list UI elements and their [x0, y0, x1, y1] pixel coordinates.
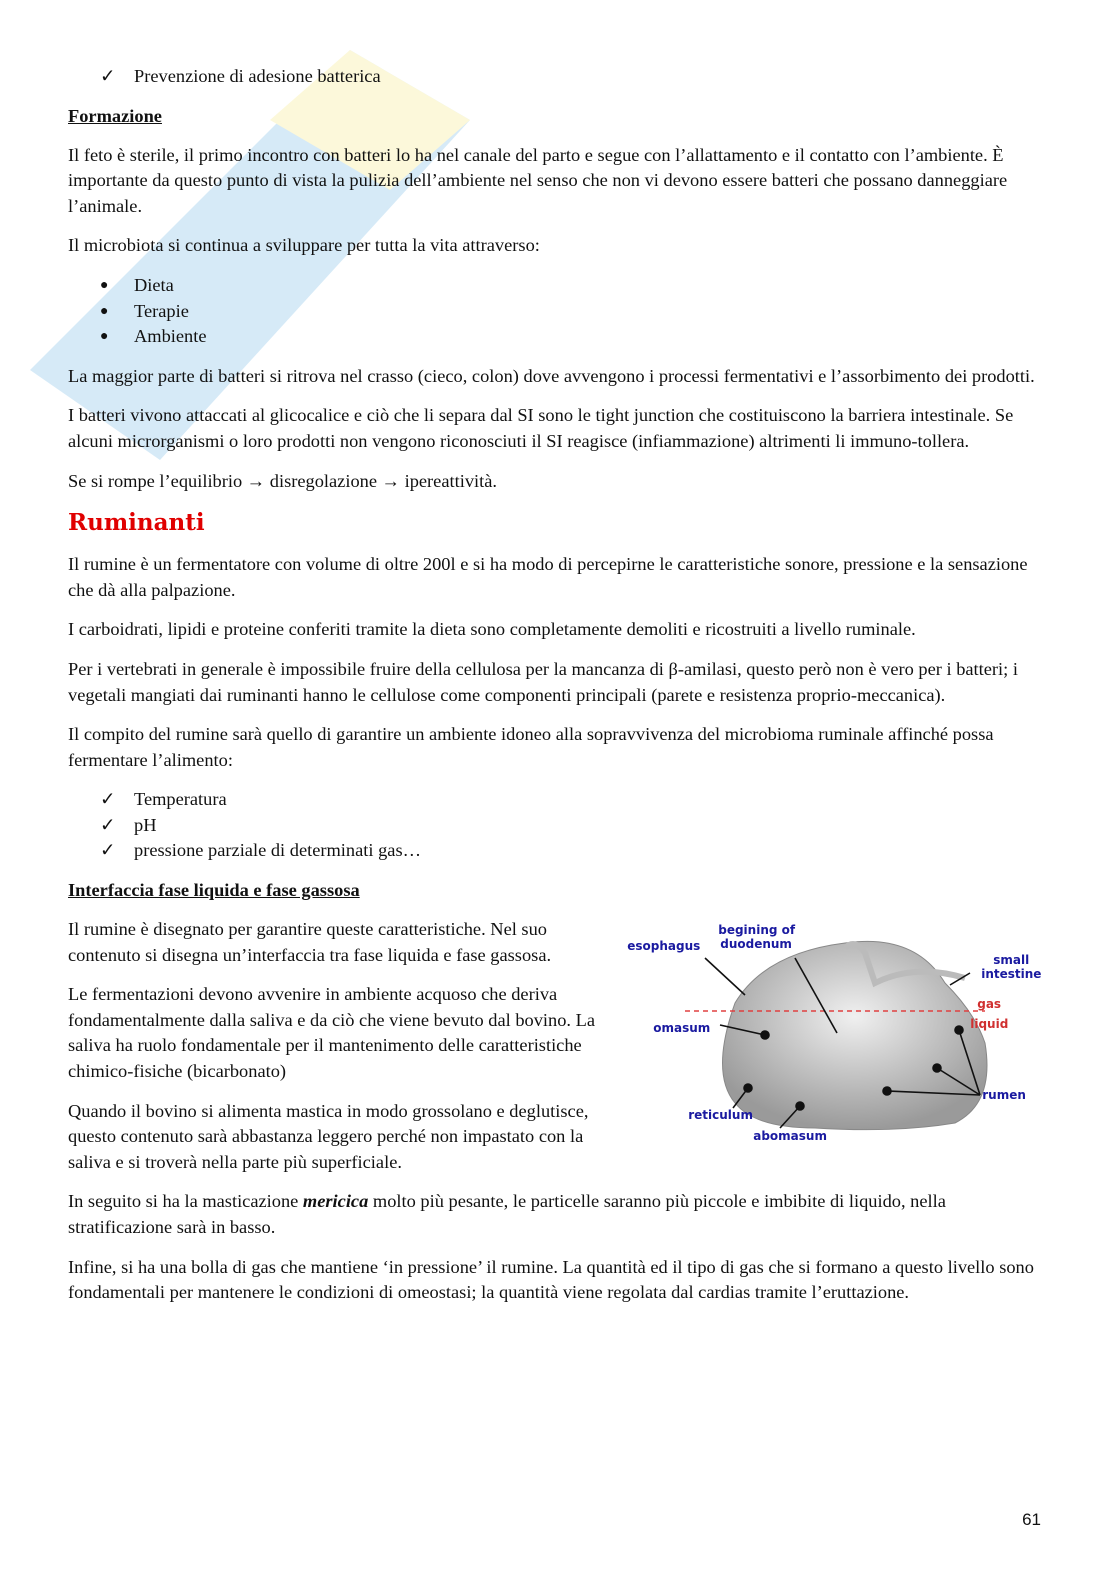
- list-item: ✓ pressione parziale di determinati gas…: [68, 838, 1043, 864]
- paragraph: Quando il bovino si alimenta mastica in modo grossolano e deglutisce, questo contenuto sarà abbastanza leggero perché non impastato con la saliva e si troverà nella parte più superficiale.: [68, 1100, 589, 1172]
- paragraph: I batteri vivono attaccati al glicocalice e ciò che li separa dal SI sono le tight junction che costituiscono la barriera intestinale. Se alcuni microrganismi o loro prodotti non vengono riconosciuti il SI reagisce (infiammazione) altrimenti li immuno-tollera.: [68, 405, 1014, 451]
- paragraph: Per i vertebrati in generale è impossibile fruire della cellulosa per la mancanza di β-amilasi, questo però non è vero per i batteri; i vegetali mangiati dai ruminanti hanno le cellulose come componenti principali (parete e resistenza proprio-meccanica).: [68, 658, 1018, 705]
- stomach-illustration: [615, 923, 1045, 1153]
- paragraph: In seguito si ha la masticazione mericica molto più pesante, le particelle saranno più piccole e imbibite di liquido, nella stratificazione sarà in basso.: [68, 1191, 946, 1237]
- checkmark-icon: ✓: [100, 66, 116, 86]
- document-page: [68, 64, 1043, 1320]
- text-column: [68, 917, 595, 1189]
- label-liquid: liquid: [970, 1017, 1009, 1032]
- paragraph: La maggior parte di batteri si ritrova nel crasso (cieco, colon) dove avvengono i processi fermentativi e l’assorbimento dei prodotti.: [68, 365, 1035, 386]
- label-gas: gas: [977, 997, 1002, 1012]
- paragraph: I carboidrati, lipidi e proteine conferiti tramite la dieta sono completamente demoliti e ricostruiti a livello ruminale.: [68, 619, 916, 640]
- section-heading-ruminanti: Ruminanti: [68, 509, 205, 537]
- bullet-list: [68, 273, 1043, 350]
- checkmark-icon: ✓: [100, 814, 116, 835]
- section-heading-interfaccia: Interfaccia fase liquida e fase gassosa: [68, 880, 360, 901]
- label-rumen: rumen: [982, 1088, 1026, 1103]
- list-item: ● Ambiente: [68, 324, 1043, 350]
- checkmark-icon: ✓: [100, 840, 116, 861]
- check-list: [68, 787, 1043, 864]
- list-item: ✓ pH: [68, 813, 1043, 839]
- bullet-icon: ●: [100, 329, 109, 345]
- list-item: ✓ Temperatura: [68, 787, 1043, 813]
- checkmark-icon: ✓: [100, 789, 116, 810]
- list-item: ● Terapie: [68, 299, 1043, 325]
- paragraph: Il feto è sterile, il primo incontro con batteri lo ha nel canale del parto e segue con l’allattamento e il contatto con l’ambiente. È importante da questo punto di vista la pulizia dell’ambiente nel senso che non vi devono essere batteri che possano danneggiare l’animale.: [68, 144, 1008, 216]
- label-abomasum: abomasum: [753, 1129, 827, 1144]
- page-number: 61: [1022, 1510, 1041, 1529]
- label-reticulum: reticulum: [688, 1108, 753, 1123]
- label-intestine: intestine: [981, 967, 1042, 982]
- paragraph: Il rumine è un fermentatore con volume di oltre 200l e si ha modo di percepirne le caratteristiche sonore, pressione e la sensazione che dà alla palpazione.: [68, 554, 1028, 600]
- paragraph: Il microbiota si continua a sviluppare per tutta la vita attraverso:: [68, 235, 540, 256]
- text-with-figure: [68, 917, 1043, 1189]
- label-duodenum-2: duodenum: [720, 937, 792, 952]
- bullet-icon: ●: [100, 303, 109, 319]
- paragraph: Le fermentazioni devono avvenire in ambiente acquoso che deriva fondamentalmente dalla saliva e da ciò che viene bevuto dal bovino. La saliva ha ruolo fondamentale per il mantenimento delle caratteristiche chimico-fisiche (bicarbonato): [68, 984, 595, 1082]
- label-small: small: [993, 953, 1030, 968]
- paragraph: Il rumine è disegnato per garantire queste caratteristiche. Nel suo contenuto si disegna un’interfaccia tra fase liquida e fase gassosa.: [68, 919, 552, 965]
- emphasis-mericica: mericica: [302, 1191, 369, 1212]
- list-item: ✓ Prevenzione di adesione batterica: [68, 64, 1043, 90]
- paragraph: Se si rompe l’equilibrio → disregolazione → ipereattività.: [68, 470, 498, 491]
- label-omasum: omasum: [653, 1021, 711, 1036]
- label-duodenum-1: begining of: [718, 923, 796, 938]
- paragraph: Infine, si ha una bolla di gas che mantiene ‘in pressione’ il rumine. La quantità ed il tipo di gas che si formano a questo livello sono fondamentali per mantenere le condizioni di omeostasi; la quantità viene regolata dal cardias tramite l’eruttazione.: [68, 1256, 1034, 1303]
- ruminant-stomach-figure: [615, 923, 1043, 1153]
- bullet-icon: ●: [100, 277, 109, 293]
- list-item: ● Dieta: [68, 273, 1043, 299]
- section-heading-formazione: Formazione: [68, 105, 162, 126]
- label-esophagus: esophagus: [627, 939, 701, 954]
- paragraph: Il compito del rumine sarà quello di garantire un ambiente idoneo alla sopravvivenza del microbioma ruminale affinché possa fermentare l’alimento:: [68, 724, 994, 770]
- intro-check-list: [68, 64, 1043, 90]
